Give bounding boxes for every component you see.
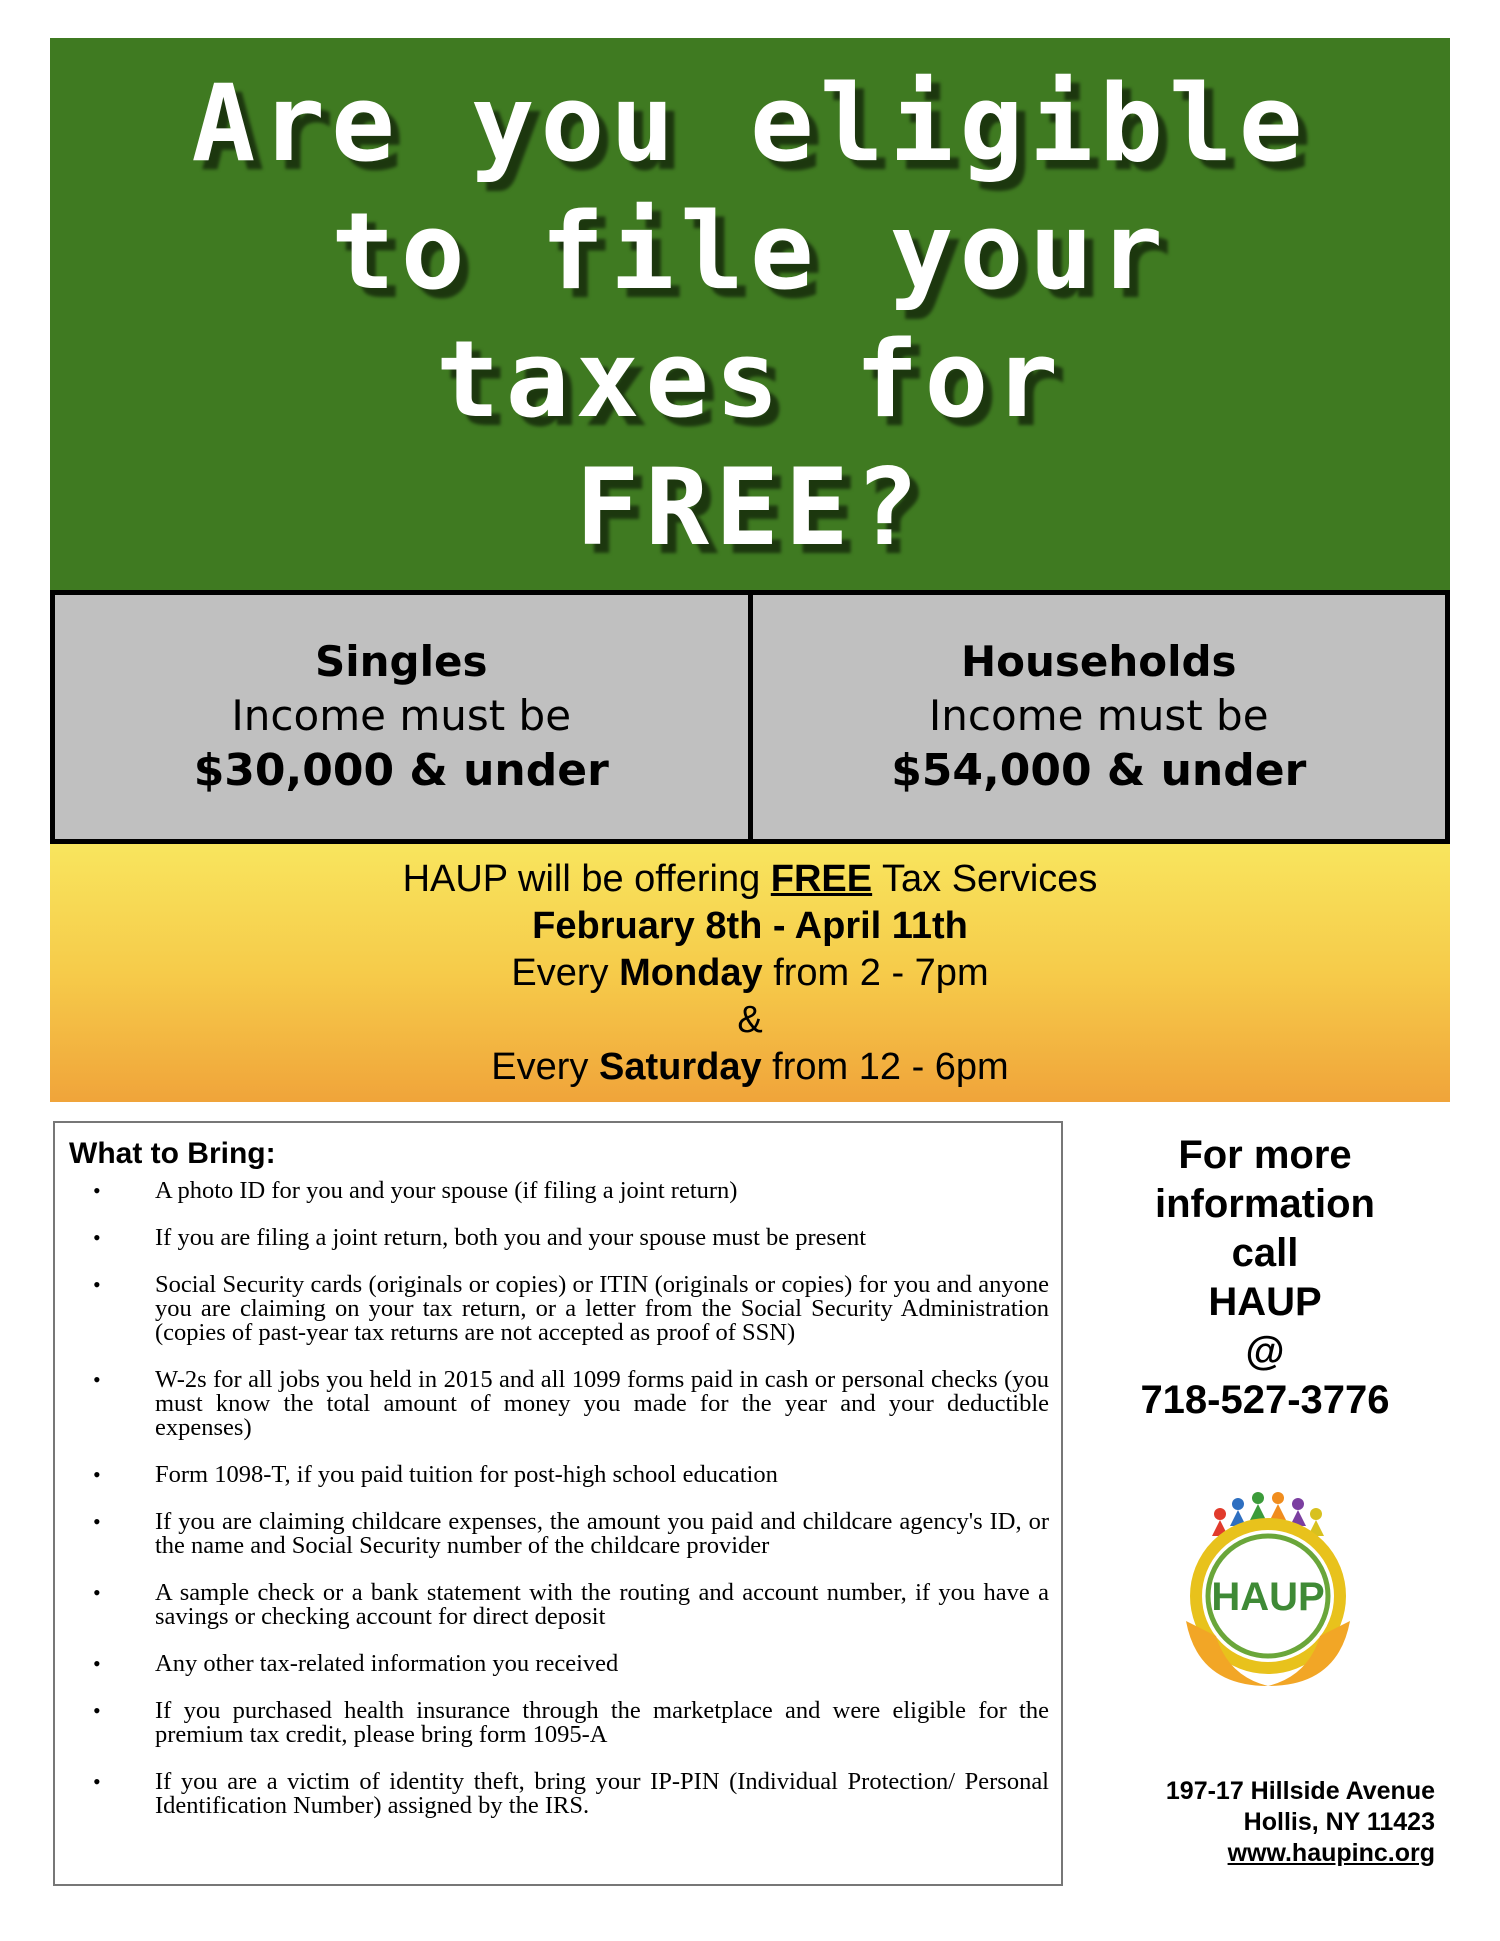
households-amount: $54,000 & under xyxy=(891,745,1307,796)
list-item-text: Form 1098-T, if you paid tuition for post-high school education xyxy=(155,1461,778,1488)
list-item-text: If you are claiming childcare expenses, the amount you paid and childcare agency's ID, or the name and Social Security number of the childcare provider xyxy=(155,1508,1049,1559)
services-dates: February 8th - April 11th xyxy=(532,904,968,947)
list-item xyxy=(69,1273,1049,1345)
list-item xyxy=(69,1770,1049,1818)
logo-text: HAUP xyxy=(1211,1575,1325,1619)
singles-subtitle: Income must be xyxy=(231,691,572,740)
free-emphasis: FREE xyxy=(770,857,873,900)
address-block xyxy=(1100,1776,1435,1869)
list-item xyxy=(69,1368,1049,1440)
contact-line-3: call xyxy=(1231,1231,1299,1275)
street-address: 197-17 Hillside Avenue xyxy=(1165,1777,1435,1805)
website-link[interactable]: www.haupinc.org xyxy=(1227,1839,1435,1867)
list-item-text: W-2s for all jobs you held in 2015 and all 1099 forms paid in cash or personal checks (you must know the total amount of money you made for the year and your deductible expenses) xyxy=(155,1366,1049,1441)
list-item xyxy=(69,1463,1049,1487)
saturday-time: from 12 - 6pm xyxy=(761,1045,1009,1088)
saturday-pre: Every xyxy=(491,1045,599,1088)
list-item-text: If you are a victim of identity theft, bring your IP-PIN (Individual Protection/ Personal Identification Number) assigned by the IRS. xyxy=(155,1768,1049,1819)
headline-line-4: FREE? xyxy=(575,446,925,569)
bullet-icon: • xyxy=(93,1580,101,1605)
what-to-bring-heading: What to Bring: xyxy=(69,1137,276,1170)
list-item-text: Social Security cards (originals or copies) or ITIN (originals or copies) for you and anyone you are claiming on your tax return, or a letter from the Social Security Administration (copies of past-year tax returns are not accepted as proof of SSN) xyxy=(155,1271,1049,1346)
households-box xyxy=(748,595,1451,839)
city-address: Hollis, NY 11423 xyxy=(1243,1808,1435,1836)
bullet-icon: • xyxy=(93,1651,101,1676)
monday-pre: Every xyxy=(511,951,620,994)
haup-logo-icon xyxy=(1168,1486,1368,1706)
headline-banner xyxy=(50,38,1450,590)
bullet-icon: • xyxy=(93,1178,101,1203)
contact-line-4: HAUP xyxy=(1208,1280,1322,1324)
haup-logo xyxy=(1168,1486,1368,1706)
what-to-bring-box xyxy=(53,1121,1063,1886)
list-item xyxy=(69,1699,1049,1747)
list-item-text: Any other tax-related information you received xyxy=(155,1650,619,1677)
contact-line-1: For more xyxy=(1178,1133,1352,1177)
monday-hours xyxy=(511,950,988,997)
headline-line-1: Are you eligible xyxy=(191,62,1309,185)
ampersand: & xyxy=(737,998,763,1041)
contact-line-2: information xyxy=(1155,1182,1375,1226)
offer-text-end: Tax Services xyxy=(872,857,1098,900)
list-item-text: A sample check or a bank statement with the routing and account number, if you have a savings or checking account for direct deposit xyxy=(155,1579,1049,1630)
contact-info xyxy=(1100,1131,1430,1425)
bullet-icon: • xyxy=(93,1509,101,1534)
list-item xyxy=(69,1510,1049,1558)
services-offer-line xyxy=(403,856,1098,903)
bullet-icon: • xyxy=(93,1462,101,1487)
offer-text: HAUP will be offering xyxy=(402,857,771,900)
what-to-bring-list xyxy=(69,1179,1049,1818)
singles-amount: $30,000 & under xyxy=(193,745,609,796)
headline-line-2: to file your xyxy=(331,190,1169,313)
bullet-icon: • xyxy=(93,1225,101,1250)
list-item xyxy=(69,1226,1049,1250)
monday-day: Monday xyxy=(619,951,763,994)
singles-box xyxy=(50,595,748,839)
phone-number[interactable]: 718-527-3776 xyxy=(1140,1378,1390,1422)
list-item-text: If you are filing a joint return, both you and your spouse must be present xyxy=(155,1224,867,1251)
bullet-icon: • xyxy=(93,1698,101,1723)
bullet-icon: • xyxy=(93,1367,101,1392)
list-item xyxy=(69,1179,1049,1203)
services-band xyxy=(50,844,1450,1102)
singles-title: Singles xyxy=(315,637,488,686)
monday-time: from 2 - 7pm xyxy=(762,951,989,994)
bullet-icon: • xyxy=(93,1272,101,1297)
list-item xyxy=(69,1581,1049,1629)
households-subtitle: Income must be xyxy=(928,691,1269,740)
list-item-text: A photo ID for you and your spouse (if filing a joint return) xyxy=(155,1177,738,1204)
income-boxes xyxy=(50,590,1450,844)
headline-line-3: taxes for xyxy=(435,318,1065,441)
saturday-day: Saturday xyxy=(599,1045,762,1088)
list-item-text: If you purchased health insurance through the marketplace and were eligible for the premium tax credit, please bring form 1095-A xyxy=(155,1697,1049,1748)
households-title: Households xyxy=(960,637,1237,686)
saturday-hours xyxy=(491,1044,1008,1091)
bullet-icon: • xyxy=(93,1769,101,1794)
contact-line-5: @ xyxy=(1245,1329,1285,1373)
list-item xyxy=(69,1652,1049,1676)
